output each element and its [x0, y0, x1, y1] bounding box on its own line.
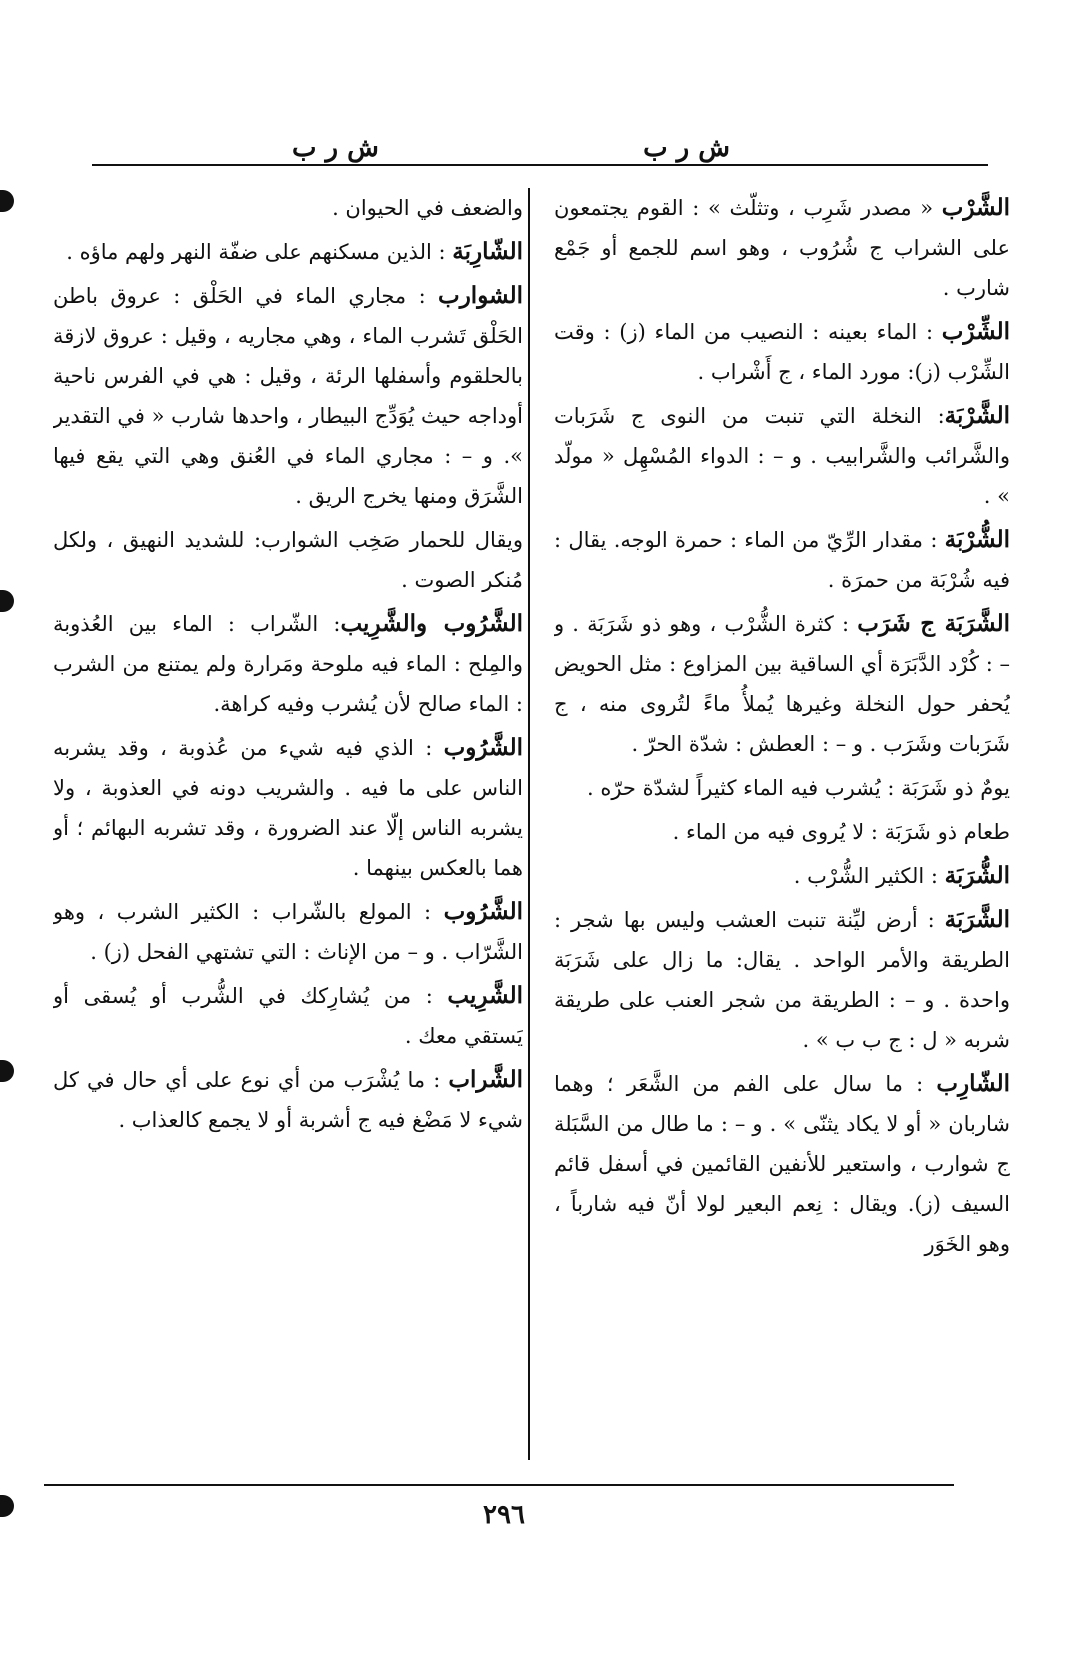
entry-definition: : الشّراب : الماء بين العُذوبة والمِلح : الماء فيه ملوحة ومَرارة ولم يمتنع من الشرب : الماء صالح لأن يُشرب وفيه كراهة. — [53, 612, 523, 716]
entry-headword: الشِّرْب — [941, 318, 1010, 345]
dictionary-entry — [554, 768, 1010, 808]
entry-definition: يومٌ ذو شَرَبَة : يُشرب فيه الماء كثيراً لشدّة حرّه . — [586, 776, 1010, 800]
entry-headword: الشَّرُوب — [443, 734, 523, 761]
dictionary-entry — [554, 312, 1010, 392]
entry-definition: : أرض ليِّنة تنبت العشب وليس بها شجر : الطريقة والأمر الواحد . يقال: ما زال على شَرَبَة واحدة . و – : الطريقة من شجر العنب على طريقة شربه « ل : ج ب ب » . — [554, 908, 1010, 1052]
entry-definition: : الذي فيه شيء من عُذوبة ، وقد يشربه الناس على ما فيه . والشريب دونه في العذوبة ، ولا يشربه الناس إلّا عند الضرورة ، وقد تشربه البهائم ؛ أو هما بالعكس بينهما . — [53, 736, 523, 880]
entry-definition: : الكثير الشُّرْب . — [793, 864, 945, 888]
entry-definition: : كثرة الشُّرْب ، وهو ذو شَرَبَة . و – : كُرْد الدَّبَرَة أي الساقية بين المزاوع : مثل الحويض يُحفر حول النخلة وغيرها يُملأُ ماءً لتُروى منه ، ج شَرَبات وشَرَب . و – : العطش : شدّة الحرّ . — [554, 612, 1010, 756]
right-running-header: ش ر ب — [643, 133, 730, 163]
entry-headword: الشَّرْبَة — [944, 402, 1010, 429]
dictionary-entry — [554, 812, 1010, 852]
entry-definition: : ما يُشْرَب من أي نوع على أي حال في كل شيء لا مَضْغ فيه ج أشربة أو لا يجمع كالعذاب . — [53, 1068, 523, 1132]
entry-headword: الشَّراب — [448, 1066, 523, 1093]
entry-headword: الشَّرَبَة — [944, 906, 1010, 933]
entry-definition: : من يُشارِكك في الشُّرب أو يُسقى أو يَستقي معك . — [53, 984, 523, 1048]
dictionary-entry — [53, 520, 523, 600]
entry-definition: : الماء بعينه : النصيب من الماء (ز) : وقت الشِّرْب (ز): مورد الماء ، ج أَشْراب . — [554, 320, 1010, 384]
entry-definition: : النخلة التي تنبت من النوى ج شَرَبات والشَّرائب والشَّرابيب . و – : الدواء المُسْهِل « مولّد » . — [554, 404, 1010, 508]
right-column — [554, 188, 1010, 1268]
footer-rule — [44, 1484, 954, 1486]
dictionary-entry — [554, 856, 1010, 896]
dictionary-entry — [53, 976, 523, 1056]
dictionary-entry — [554, 396, 1010, 516]
entry-headword: الشُّرْبَة — [944, 526, 1010, 553]
entry-definition: طعام ذو شَرَبَة : لا يُروى فيه من الماء . — [672, 820, 1010, 844]
header-rule — [92, 164, 988, 166]
left-running-header: ش ر ب — [292, 133, 379, 163]
entry-headword: الشَّرْب — [941, 194, 1010, 221]
entry-headword: الشَّرِيب — [447, 982, 523, 1009]
entry-definition: : الذين مسكنهم على ضفّة النهر ولهم ماؤه . — [66, 240, 453, 264]
binding-hole-mark — [0, 1495, 14, 1517]
dictionary-entry — [554, 604, 1010, 764]
binding-hole-mark — [0, 1060, 14, 1082]
page-number: ٢٩٦ — [483, 1500, 525, 1530]
entry-definition: : ما سال على الفم من الشَّعَر ؛ وهما شاربان « أو لا يكاد يثنّى » . و – : ما طال من السَّبَلة ج شوارب ، واستعير للأنفين القائمين في أسفل قائم السيف (ز). ويقال : نِعم البعير لولا أنّ فيه شارباً ، وهو الخَوَر — [554, 1072, 1010, 1256]
entry-definition: والضعف في الحيوان . — [332, 196, 523, 220]
entry-definition: : مقدار الرِّيّ من الماء : حمرة الوجه. يقال : فيه شُرْبَة من حمرَة . — [554, 528, 1010, 592]
dictionary-entry — [53, 1060, 523, 1140]
entry-headword: الشُّرَبَة — [944, 862, 1010, 889]
entry-headword: الشوارب — [438, 282, 523, 309]
entry-headword: الشَّرُوب — [443, 898, 523, 925]
dictionary-entry — [53, 892, 523, 972]
entry-headword: الشَّرَبَة ج شَرَب — [857, 610, 1010, 637]
entry-headword: الشّارِب — [936, 1070, 1010, 1097]
dictionary-entry — [53, 276, 523, 516]
entry-definition: « مصدر شَرِب ، وتثلّث » : القوم يجتمعون على الشراب ج شُرُوب ، وهو اسم للجمع أو جَمْع شارب . — [554, 196, 1010, 300]
entry-headword: الشَّرُوب والشَّرِيب — [340, 610, 523, 637]
entry-definition: : المولع بالشّراب : الكثير الشرب ، وهو الشَّرّاب . و – من الإناث : التي تشتهي الفحل (ز) . — [53, 900, 523, 964]
dictionary-entry — [554, 520, 1010, 600]
binding-hole-mark — [0, 590, 14, 612]
dictionary-entry — [53, 188, 523, 228]
left-column — [53, 188, 523, 1144]
dictionary-entry — [53, 604, 523, 724]
entry-definition: ويقال للحمار صَخِب الشوارب: للشديد النهيق ، ولكل مُنكر الصوت . — [53, 528, 523, 592]
dictionary-entry — [554, 900, 1010, 1060]
entry-definition: : مجاري الماء في الحَلْق : عروق باطن الحَلْق تَشرب الماء ، وهي مجاريه ، وقيل : عروق لازقة بالحلقوم وأسفلها الرئة ، وقيل : هي في الفرس ناحية أوداجه حيث يُوَدِّج البيطار ، واحدها شارب « في التقدير ». و – : مجاري الماء في العُنق وهي التي يقع فيها الشَّرَق ومنها يخرج الريق . — [53, 284, 523, 508]
dictionary-entry — [53, 728, 523, 888]
column-divider — [528, 188, 530, 1460]
dictionary-entry — [554, 188, 1010, 308]
entry-headword: الشّارِبَة — [452, 238, 523, 265]
dictionary-entry — [53, 232, 523, 272]
dictionary-entry — [554, 1064, 1010, 1264]
binding-hole-mark — [0, 190, 14, 212]
